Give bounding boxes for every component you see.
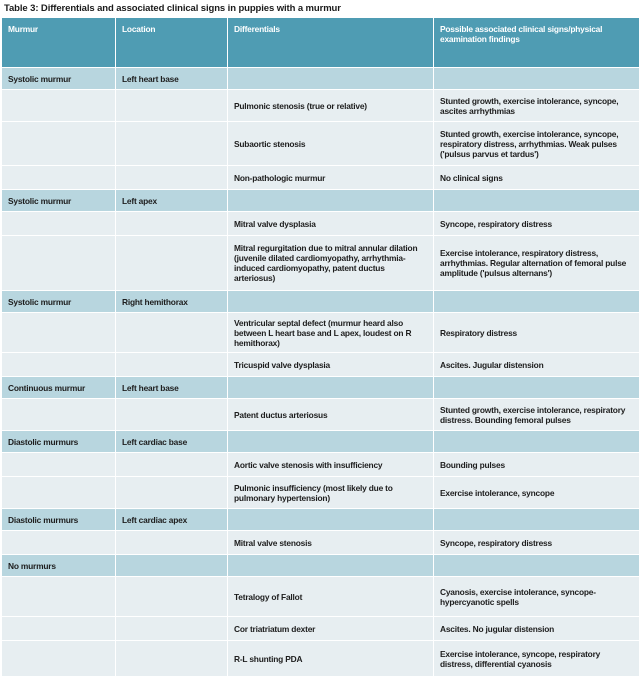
group-row xyxy=(2,68,640,90)
murmur-cell: Systolic murmur xyxy=(2,190,116,212)
clinical-signs-cell xyxy=(434,555,640,577)
differential-cell: Non-pathologic murmur xyxy=(228,166,434,190)
location-cell xyxy=(116,90,228,122)
clinical-signs-cell xyxy=(434,377,640,399)
differential-cell xyxy=(228,291,434,313)
differential-cell: Aortic valve stenosis with insufficiency xyxy=(228,453,434,477)
clinical-signs-cell xyxy=(434,68,640,90)
table-row xyxy=(2,617,640,641)
differential-cell: Cor triatriatum dexter xyxy=(228,617,434,641)
murmur-cell xyxy=(2,399,116,431)
clinical-signs-cell: Exercise intolerance, syncope, respiratory distress, differential cyanosis xyxy=(434,641,640,677)
murmur-cell xyxy=(2,353,116,377)
differential-cell: Pulmonic insufficiency (most likely due to pulmonary hypertension) xyxy=(228,477,434,509)
clinical-signs-cell: Exercise intolerance, respiratory distress, arrhythmias. Regular alternation of femoral pulse amplitude ('pulsus alternans') xyxy=(434,236,640,291)
clinical-signs-cell: Ascites. No jugular distension xyxy=(434,617,640,641)
murmur-cell xyxy=(2,577,116,617)
location-cell xyxy=(116,212,228,236)
murmur-cell xyxy=(2,166,116,190)
group-row xyxy=(2,377,640,399)
table-row xyxy=(2,353,640,377)
location-cell xyxy=(116,122,228,166)
location-cell xyxy=(116,453,228,477)
table-row xyxy=(2,313,640,353)
murmur-cell xyxy=(2,313,116,353)
murmur-cell: Systolic murmur xyxy=(2,291,116,313)
clinical-signs-cell xyxy=(434,291,640,313)
table-row xyxy=(2,453,640,477)
table-row xyxy=(2,236,640,291)
murmur-cell xyxy=(2,122,116,166)
location-cell: Left heart base xyxy=(116,377,228,399)
location-cell xyxy=(116,617,228,641)
murmur-cell xyxy=(2,641,116,677)
differential-cell: Tricuspid valve dysplasia xyxy=(228,353,434,377)
differential-cell: Pulmonic stenosis (true or relative) xyxy=(228,90,434,122)
header-murmur: Murmur xyxy=(2,18,116,68)
differential-cell xyxy=(228,190,434,212)
differential-cell: Subaortic stenosis xyxy=(228,122,434,166)
clinical-signs-cell: Bounding pulses xyxy=(434,453,640,477)
differential-cell xyxy=(228,431,434,453)
group-row xyxy=(2,509,640,531)
differential-cell xyxy=(228,555,434,577)
murmur-cell: Continuous murmur xyxy=(2,377,116,399)
murmur-cell: Diastolic murmurs xyxy=(2,431,116,453)
murmur-cell xyxy=(2,453,116,477)
location-cell xyxy=(116,166,228,190)
murmur-cell xyxy=(2,531,116,555)
location-cell xyxy=(116,399,228,431)
header-differentials: Differentials xyxy=(228,18,434,68)
murmur-cell: No murmurs xyxy=(2,555,116,577)
location-cell: Left heart base xyxy=(116,68,228,90)
differential-cell: Mitral valve dysplasia xyxy=(228,212,434,236)
clinical-signs-cell: Ascites. Jugular distension xyxy=(434,353,640,377)
table-row xyxy=(2,531,640,555)
location-cell xyxy=(116,477,228,509)
murmur-cell xyxy=(2,90,116,122)
table-header-row xyxy=(2,18,640,68)
clinical-signs-cell xyxy=(434,431,640,453)
differential-cell: Patent ductus arteriosus xyxy=(228,399,434,431)
location-cell: Left cardiac apex xyxy=(116,509,228,531)
clinical-signs-cell: Syncope, respiratory distress xyxy=(434,531,640,555)
location-cell xyxy=(116,313,228,353)
location-cell xyxy=(116,531,228,555)
table-body xyxy=(2,68,640,677)
clinical-signs-cell: Stunted growth, exercise intolerance, syncope, ascites arrhythmias xyxy=(434,90,640,122)
table-row xyxy=(2,90,640,122)
table-row xyxy=(2,477,640,509)
differential-cell: Mitral regurgitation due to mitral annular dilation (juvenile dilated cardiomyopathy, arrhythmia-induced cardiomyopathy, patent ductus arteriosus) xyxy=(228,236,434,291)
murmur-cell: Systolic murmur xyxy=(2,68,116,90)
table-row xyxy=(2,641,640,677)
murmur-differentials-table xyxy=(1,17,640,677)
clinical-signs-cell: Stunted growth, exercise intolerance, syncope, respiratory distress, arrhythmias. Weak pulses ('pulsus parvus et tardus') xyxy=(434,122,640,166)
differential-cell: Tetralogy of Fallot xyxy=(228,577,434,617)
group-row xyxy=(2,291,640,313)
murmur-cell xyxy=(2,236,116,291)
clinical-signs-cell: Respiratory distress xyxy=(434,313,640,353)
group-row xyxy=(2,431,640,453)
clinical-signs-cell xyxy=(434,190,640,212)
location-cell: Left apex xyxy=(116,190,228,212)
differential-cell xyxy=(228,509,434,531)
clinical-signs-cell xyxy=(434,509,640,531)
location-cell xyxy=(116,555,228,577)
murmur-cell xyxy=(2,212,116,236)
differential-cell: Mitral valve stenosis xyxy=(228,531,434,555)
table-row xyxy=(2,399,640,431)
location-cell xyxy=(116,577,228,617)
clinical-signs-cell: Syncope, respiratory distress xyxy=(434,212,640,236)
group-row xyxy=(2,555,640,577)
differential-cell: Ventricular septal defect (murmur heard also between L heart base and L apex, loudest on R hemithorax) xyxy=(228,313,434,353)
table-caption: Table 3: Differentials and associated clinical signs in puppies with a murmur xyxy=(4,3,341,14)
location-cell: Right hemithorax xyxy=(116,291,228,313)
header-clinical-signs: Possible associated clinical signs/physical examination findings xyxy=(434,18,640,68)
clinical-signs-cell: No clinical signs xyxy=(434,166,640,190)
table-row xyxy=(2,122,640,166)
location-cell xyxy=(116,353,228,377)
header-location: Location xyxy=(116,18,228,68)
table-row xyxy=(2,166,640,190)
location-cell xyxy=(116,641,228,677)
murmur-cell: Diastolic murmurs xyxy=(2,509,116,531)
table-row xyxy=(2,212,640,236)
differential-cell xyxy=(228,68,434,90)
differential-cell: R-L shunting PDA xyxy=(228,641,434,677)
murmur-cell xyxy=(2,617,116,641)
table-row xyxy=(2,577,640,617)
group-row xyxy=(2,190,640,212)
location-cell xyxy=(116,236,228,291)
murmur-cell xyxy=(2,477,116,509)
differential-cell xyxy=(228,377,434,399)
location-cell: Left cardiac base xyxy=(116,431,228,453)
clinical-signs-cell: Cyanosis, exercise intolerance, syncope-hypercyanotic spells xyxy=(434,577,640,617)
clinical-signs-cell: Stunted growth, exercise intolerance, respiratory distress. Bounding femoral pulses xyxy=(434,399,640,431)
clinical-signs-cell: Exercise intolerance, syncope xyxy=(434,477,640,509)
